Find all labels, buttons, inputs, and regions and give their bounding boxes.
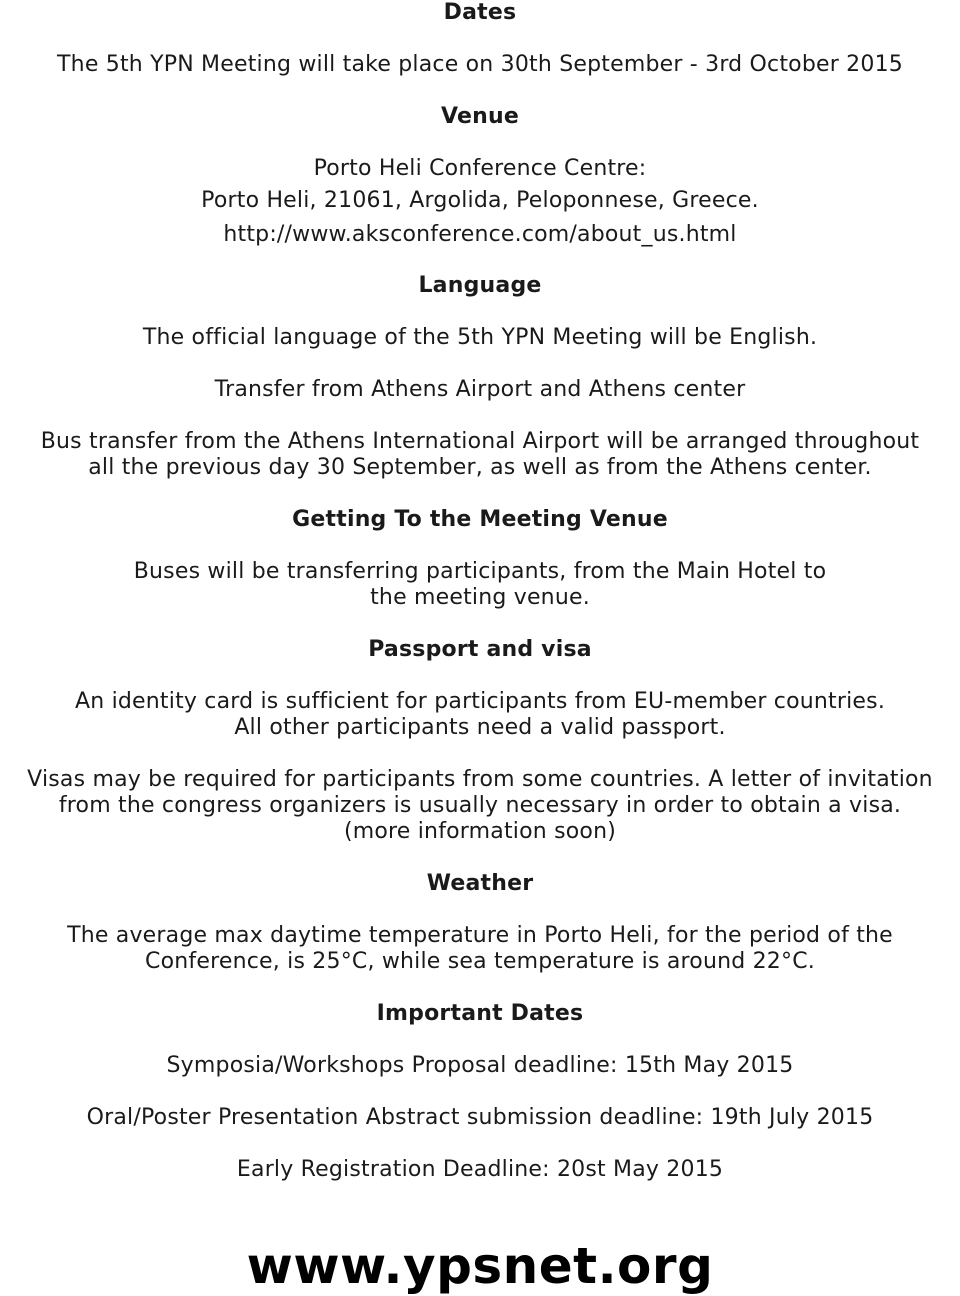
important-date-item: Oral/Poster Presentation Abstract submission deadline: 19th July 2015	[86, 1105, 874, 1130]
weather-line-1: The average max daytime temperature in Porto Heli, for the period of the	[67, 923, 893, 948]
dates-text: The 5th YPN Meeting will take place on 30th September - 3rd October 2015	[57, 52, 903, 77]
venue-name: Porto Heli Conference Centre:	[313, 156, 647, 181]
transfer-text-line-2: all the previous day 30 September, as well as from the Athens center.	[88, 455, 872, 480]
getting-to-venue-line-1: Buses will be transferring participants, from the Main Hotel to	[133, 559, 827, 584]
getting-to-venue-line-2: the meeting venue.	[370, 585, 590, 610]
venue-address: Porto Heli, 21061, Argolida, Peloponnese, Greece.	[201, 188, 759, 213]
venue-heading: Venue	[441, 104, 519, 129]
passport-p2-line-2: from the congress organizers is usually necessary in order to obtain a visa.	[58, 793, 902, 818]
weather-line-2: Conference, is 25°C, while sea temperature is around 22°C.	[145, 949, 815, 974]
venue-url: http://www.aksconference.com/about_us.html	[223, 222, 737, 247]
passport-p1-line-1: An identity card is sufficient for participants from EU-member countries.	[74, 689, 886, 714]
important-dates-heading: Important Dates	[376, 1001, 584, 1026]
website-url: www.ypsnet.org	[246, 1237, 714, 1295]
important-date-item: Symposia/Workshops Proposal deadline: 15th May 2015	[166, 1053, 794, 1078]
transfer-text-line-1: Bus transfer from the Athens International Airport will be arranged throughout	[40, 429, 920, 454]
passport-p2-line-3: (more information soon)	[343, 819, 617, 844]
passport-p2-line-1: Visas may be required for participants from some countries. A letter of invitation	[27, 767, 933, 792]
important-date-item: Early Registration Deadline: 20st May 2015	[236, 1157, 724, 1182]
passport-p1-line-2: All other participants need a valid passport.	[234, 715, 726, 740]
language-text: The official language of the 5th YPN Meeting will be English.	[142, 325, 818, 350]
language-heading: Language	[418, 273, 542, 298]
getting-to-venue-heading: Getting To the Meeting Venue	[292, 507, 668, 532]
dates-heading: Dates	[443, 0, 517, 25]
weather-heading: Weather	[426, 871, 534, 896]
transfer-heading: Transfer from Athens Airport and Athens center	[214, 377, 746, 402]
passport-heading: Passport and visa	[368, 637, 592, 662]
